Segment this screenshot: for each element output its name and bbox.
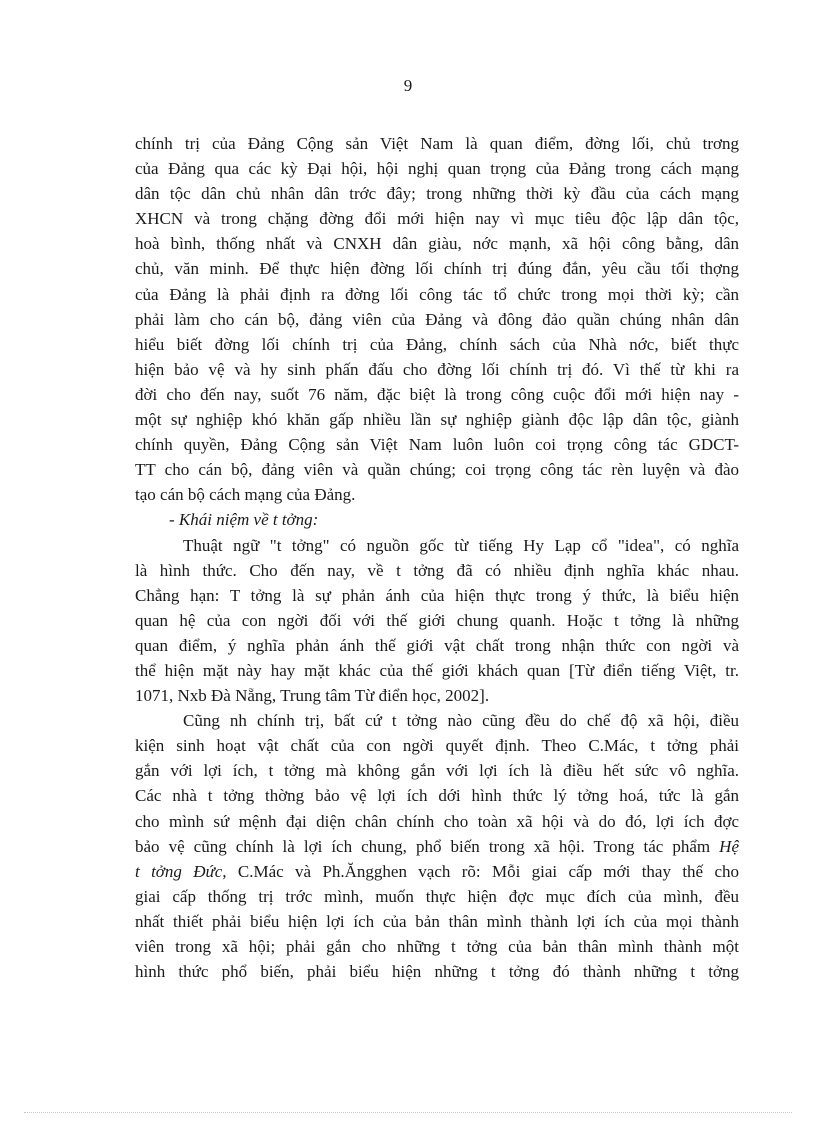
text-line: hiện bảo vệ và hy sinh phấn đấu cho đờng lối chính trị đó. Vì thế từ khi ra [135, 359, 739, 379]
text-line: hình thức phổ biến, phải biểu hiện những t tởng đó thành những t tởng [135, 962, 739, 982]
text-line: hoà bình, thống nhất và CNXH dân giàu, nớc mạnh, xã hội công bằng, dân [135, 234, 739, 254]
text-line: TT cho cán bộ, đảng viên và quần chúng; coi trọng công tác rèn luyện và đào [135, 460, 739, 480]
text-line: viên trong xã hội; phải gắn cho những t tởng của bản thân mình thành một [135, 937, 739, 956]
text-line: gắn với lợi ích, t tởng mà không gắn với lợi ích là điều hết sức vô nghĩa. [135, 761, 739, 781]
text-line: của Đảng là phải định ra đờng lối công tác tổ chức trong mọi thời kỳ; cần [135, 284, 739, 304]
book-title-fragment: Hệ [719, 836, 739, 856]
text-line: dân tộc dân chủ nhân dân trớc đây; trong những thời kỳ đầu của cách mạng [135, 184, 739, 204]
text-line: Các nhà t tởng thờng bảo vệ lợi ích dới hình thức lý tởng hoá, tức là gắn [135, 786, 739, 806]
text-line: quan điểm, ý nghĩa phản ánh thế giới vật chất trong nhận thức con ngời và [135, 635, 739, 655]
section-heading: - Khái niệm về t tởng: [169, 510, 319, 530]
text-line: kiện sinh hoạt vật chất của con ngời quyết định. Theo C.Mác, t tởng phải [135, 736, 739, 756]
text-line: t tởng Đức, C.Mác và Ph.Ăngghen vạch rõ: Mỗi giai cấp mới thay thế cho [135, 861, 739, 881]
text-line: quan hệ của con ngời đối với thế giới chung quanh. Hoặc t tởng là những [135, 610, 739, 630]
text-segment: bảo vệ cũng chính là lợi ích chung, phổ biến trong xã hội. Trong tác phẩm [135, 836, 711, 856]
page-bottom-rule [24, 1112, 792, 1113]
book-title-fragment: t tởng Đức, [135, 861, 227, 881]
text-line: Thuật ngữ "t tởng" có nguồn gốc từ tiếng Hy Lạp cổ "idea", có nghĩa [183, 535, 739, 555]
text-line: thể hiện mặt này hay mặt khác của thế giới khách quan [Từ điển tiếng Việt, tr. [135, 660, 739, 680]
text-line: Cũng nh chính trị, bất cứ t tởng nào cũng đều do chế độ xã hội, điều [183, 711, 739, 731]
text-line: chính trị của Đảng Cộng sản Việt Nam là quan điểm, đờng lối, chủ trơng [135, 134, 739, 153]
text-line: tạo cán bộ cách mạng của Đảng. [135, 485, 356, 505]
text-line: là hình thức. Cho đến nay, về t tởng đã có nhiều định nghĩa khác nhau. [135, 560, 739, 580]
text-line: hiểu biết đờng lối chính trị của Đảng, chính sách của Nhà nớc, biết thực [135, 334, 739, 354]
text-line: chính quyền, Đảng Cộng sản Việt Nam luôn luôn coi trọng công tác GDCT- [135, 435, 739, 455]
text-line: nhất thiết phải biểu hiện lợi ích của bản thân mình thành lợi ích của mọi thành [135, 911, 739, 931]
text-line [135, 834, 739, 859]
text-line: chủ, văn minh. Để thực hiện đờng lối chính trị đúng đắn, yêu cầu tối thợng [135, 259, 739, 279]
text-line: một sự nghiệp khó khăn gấp nhiều lần sự nghiệp giành độc lập dân tộc, giành [135, 410, 739, 430]
text-line: 1071, Nxb Đà Nẵng, Trung tâm Từ điển học, 2002]. [135, 686, 490, 706]
document-body [135, 131, 739, 984]
text-line: phải làm cho cán bộ, đảng viên của Đảng và đông đảo quần chúng nhân dân [135, 309, 739, 329]
text-line: của Đảng qua các kỳ Đại hội, hội nghị quan trọng của Đảng trong cách mạng [135, 159, 739, 179]
text-line: cho mình sứ mệnh đại diện chân chính cho toàn xã hội và do đó, lợi ích đợc [135, 811, 739, 831]
text-line: đời cho đến nay, suốt 76 năm, đặc biệt là trong công cuộc đổi mới hiện nay - [135, 384, 739, 404]
page-number: 9 [403, 76, 413, 95]
text-line: Chẳng hạn: T tởng là sự phản ánh của hiện thực trong ý thức, là biểu hiện [135, 585, 739, 605]
text-line: XHCN và trong chặng đờng đổi mới hiện nay vì mục tiêu độc lập dân tộc, [135, 209, 739, 229]
text-line: giai cấp thống trị trớc mình, muốn thực hiện đợc mục đích của mình, đều [135, 886, 739, 906]
